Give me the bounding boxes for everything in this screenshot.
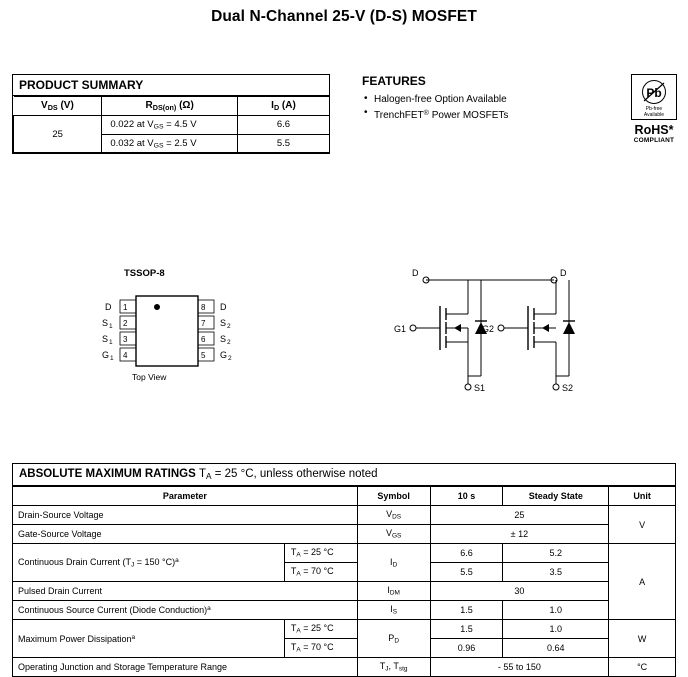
cell-condition: $T_A = 70$ °C	[284, 563, 357, 582]
cell-symbol: $P_D$	[357, 620, 430, 658]
cell-symbol: $I_S$	[357, 601, 430, 620]
cell-value-10s: 6.6	[430, 544, 503, 563]
table-row	[13, 506, 675, 525]
cell-parameter: Gate-Source Voltage	[13, 525, 357, 544]
svg-text:S1: S1	[474, 383, 486, 393]
svg-text:Pb: Pb	[646, 86, 662, 100]
cell-value-10s: 1.5	[430, 601, 503, 620]
svg-text:1: 1	[109, 323, 113, 330]
cell-id-1: 6.6	[237, 115, 329, 134]
svg-text:S: S	[220, 318, 227, 328]
cell-value-ss: 1.0	[503, 601, 609, 620]
cell-value: 25	[430, 506, 609, 525]
cell-condition: $T_A = 70$ °C	[284, 639, 357, 658]
svg-text:1: 1	[110, 355, 114, 362]
rohs-mark	[630, 74, 678, 144]
cell-unit: °C	[609, 658, 675, 677]
svg-text:Pb-free: Pb-free	[645, 106, 663, 112]
svg-text:G: G	[220, 350, 228, 360]
cell-value: - 55 to 150	[430, 658, 609, 677]
cell-value-ss: 5.2	[503, 544, 609, 563]
schematic-diagram	[380, 258, 600, 398]
cell-symbol: $T_J$, $T_{stg}$	[357, 658, 430, 677]
cell-value-ss: 1.0	[503, 620, 609, 639]
cell-unit: A	[609, 544, 675, 620]
svg-text:Available: Available	[643, 112, 665, 118]
table-row	[13, 582, 675, 601]
features-section	[362, 74, 602, 124]
svg-text:G2: G2	[482, 324, 495, 334]
cell-symbol: $I_{DM}$	[357, 582, 430, 601]
svg-text:G1: G1	[394, 324, 407, 334]
col-symbol: Symbol	[357, 487, 430, 506]
svg-text:5: 5	[201, 351, 206, 360]
cell-unit: W	[609, 620, 675, 658]
cell-value-10s: 5.5	[430, 563, 503, 582]
amr-title-condition: $T_A = 25$ °C, unless otherwise noted	[198, 468, 378, 482]
cell-unit: V	[609, 506, 675, 544]
svg-text:2: 2	[227, 323, 231, 330]
table-header-row	[14, 97, 330, 116]
mosfet-schematic	[380, 258, 600, 398]
cell-vds: 25	[14, 115, 102, 152]
cell-value-ss: 0.64	[503, 639, 609, 658]
col-steady-state: Steady State	[503, 487, 609, 506]
svg-text:D: D	[220, 302, 227, 312]
package-outline	[50, 282, 300, 392]
cell-parameter: Continuous Drain Current ($T_J = 150$ °C)$^a$	[13, 544, 284, 582]
cell-value-10s: 0.96	[430, 639, 503, 658]
rohs-compliant-label: COMPLIANT	[633, 137, 675, 144]
table-row	[13, 601, 675, 620]
absolute-maximum-ratings-heading	[13, 464, 675, 486]
cell-rdson-2: 0.032 at $V_{GS} = 2.5$ V	[102, 134, 238, 153]
product-summary-panel	[12, 74, 330, 154]
page-title: Dual N-Channel 25-V (D-S) MOSFET	[211, 8, 477, 25]
cell-condition: $T_A = 25$ °C	[284, 620, 357, 639]
table-row	[13, 544, 675, 563]
svg-text:D: D	[560, 268, 567, 278]
cell-parameter: Maximum Power Dissipation$^a$	[13, 620, 284, 658]
cell-symbol: $V_{GS}$	[357, 525, 430, 544]
col-vds: $V_{DS}$ (V)	[14, 97, 102, 116]
cell-condition: $T_A = 25$ °C	[284, 544, 357, 563]
pb-free-symbol	[632, 75, 676, 119]
svg-text:S: S	[102, 334, 109, 344]
cell-id-2: 5.5	[237, 134, 329, 153]
cell-parameter: Drain-Source Voltage	[13, 506, 357, 525]
amr-title-bold: ABSOLUTE MAXIMUM RATINGS	[19, 468, 196, 480]
package-name: TSSOP-8	[124, 268, 165, 279]
svg-text:G: G	[102, 350, 110, 360]
absolute-maximum-ratings-panel	[12, 463, 676, 677]
col-unit: Unit	[609, 487, 675, 506]
features-list	[362, 94, 602, 121]
svg-text:S: S	[220, 334, 227, 344]
product-summary-heading: PRODUCT SUMMARY	[13, 75, 329, 96]
rohs-label: RoHS*	[634, 123, 674, 137]
cell-parameter: Continuous Source Current (Diode Conduction)$^a$	[13, 601, 357, 620]
cell-parameter: Operating Junction and Storage Temperature Range	[13, 658, 357, 677]
svg-text:S2: S2	[562, 383, 574, 393]
table-row	[14, 115, 330, 134]
table-row	[13, 620, 675, 639]
svg-text:8: 8	[201, 303, 206, 312]
features-heading: FEATURES	[362, 74, 426, 88]
cell-value-10s: 1.5	[430, 620, 503, 639]
absolute-maximum-ratings-table	[13, 486, 675, 676]
table-header-row	[13, 487, 675, 506]
svg-text:1: 1	[123, 303, 128, 312]
svg-text:4: 4	[123, 351, 128, 360]
svg-text:1: 1	[109, 339, 113, 346]
table-row	[13, 525, 675, 544]
cell-value-ss: 3.5	[503, 563, 609, 582]
col-id: $I_D$ (A)	[237, 97, 329, 116]
package-view-label: Top View	[132, 372, 167, 382]
col-parameter: Parameter	[13, 487, 357, 506]
col-10s: 10 s	[430, 487, 503, 506]
cell-rdson-1: 0.022 at $V_{GS} = 4.5$ V	[102, 115, 238, 134]
svg-text:7: 7	[201, 319, 206, 328]
pb-free-icon	[631, 74, 677, 120]
cell-parameter: Pulsed Drain Current	[13, 582, 357, 601]
svg-text:S: S	[102, 318, 109, 328]
svg-text:D: D	[105, 302, 112, 312]
svg-text:3: 3	[123, 335, 128, 344]
cell-value: ± 12	[430, 525, 609, 544]
svg-text:2: 2	[123, 319, 128, 328]
cell-symbol: $V_{DS}$	[357, 506, 430, 525]
svg-text:2: 2	[228, 355, 232, 362]
svg-text:D: D	[412, 268, 419, 278]
table-row	[13, 658, 675, 677]
svg-text:2: 2	[227, 339, 231, 346]
cell-value: 30	[430, 582, 609, 601]
package-diagram	[50, 268, 300, 398]
cell-symbol: $I_D$	[357, 544, 430, 582]
product-summary-table	[13, 96, 329, 153]
col-rdson: $R_{DS(on)}$ (Ω)	[102, 97, 238, 116]
list-item: • TrenchFET® Power MOSFETs	[362, 108, 602, 121]
list-item: • Halogen-free Option Available	[362, 94, 602, 105]
svg-text:6: 6	[201, 335, 206, 344]
